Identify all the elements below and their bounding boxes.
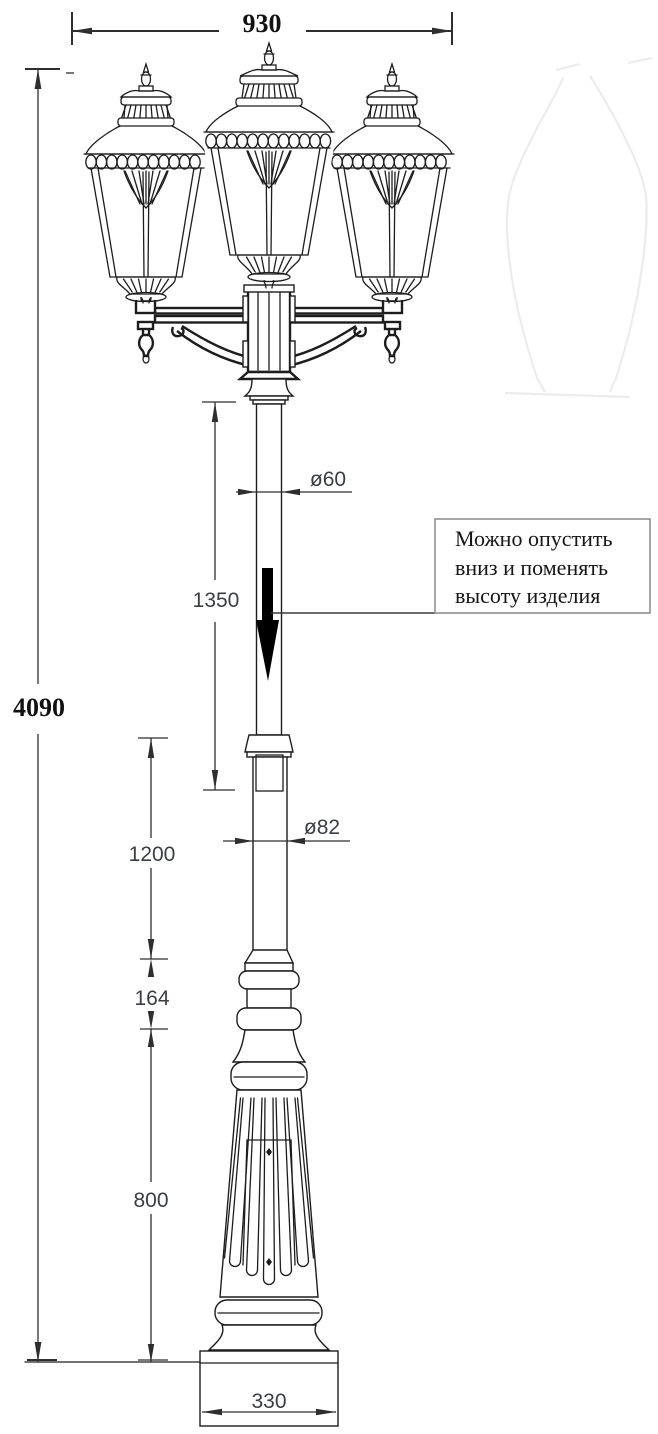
- cross-arm: [133, 285, 405, 404]
- dim-head-width: [72, 9, 452, 45]
- dim-label-930: 930: [242, 9, 282, 38]
- pendant-right: [385, 335, 399, 356]
- pendant-left: [139, 335, 153, 356]
- dim-label-1200: 1200: [128, 843, 176, 866]
- dim-label-4090: 4090: [13, 693, 65, 722]
- dim-upper-pole-diameter: [236, 468, 352, 495]
- note-callout: [271, 519, 650, 613]
- note-line-3: высоту изделия: [455, 583, 601, 608]
- lantern-left: [84, 64, 208, 303]
- pole-lower: [253, 755, 287, 953]
- base-collar: [231, 950, 307, 1090]
- pole-top-bell: [245, 379, 293, 396]
- base-cone: [220, 1090, 318, 1297]
- dim-label-1350: 1350: [192, 589, 240, 612]
- lower-pole-tube: [253, 757, 287, 953]
- slide-arrow-shaft: [262, 568, 273, 622]
- dim-label-d60: ø60: [309, 468, 347, 491]
- pole-coupling: [245, 735, 293, 757]
- lantern-right: [330, 64, 454, 303]
- dim-overall-height: [13, 69, 74, 1362]
- dim-collar-height: [134, 959, 169, 1029]
- dim-label-330: 330: [251, 1390, 287, 1413]
- ghost-watermark: [505, 58, 652, 397]
- dim-lower-section: [129, 738, 176, 959]
- note-line-1: Можно опустить: [455, 526, 613, 551]
- dim-base-height: [133, 1029, 168, 1362]
- dim-label-d82: ø82: [303, 816, 341, 839]
- dim-upper-section: [193, 402, 240, 790]
- dim-label-164: 164: [134, 987, 170, 1010]
- base-foot: [209, 1300, 329, 1350]
- dim-label-800: 800: [133, 1189, 169, 1212]
- lantern-center: [204, 43, 334, 288]
- note-line-2: вниз и поменять: [455, 555, 608, 580]
